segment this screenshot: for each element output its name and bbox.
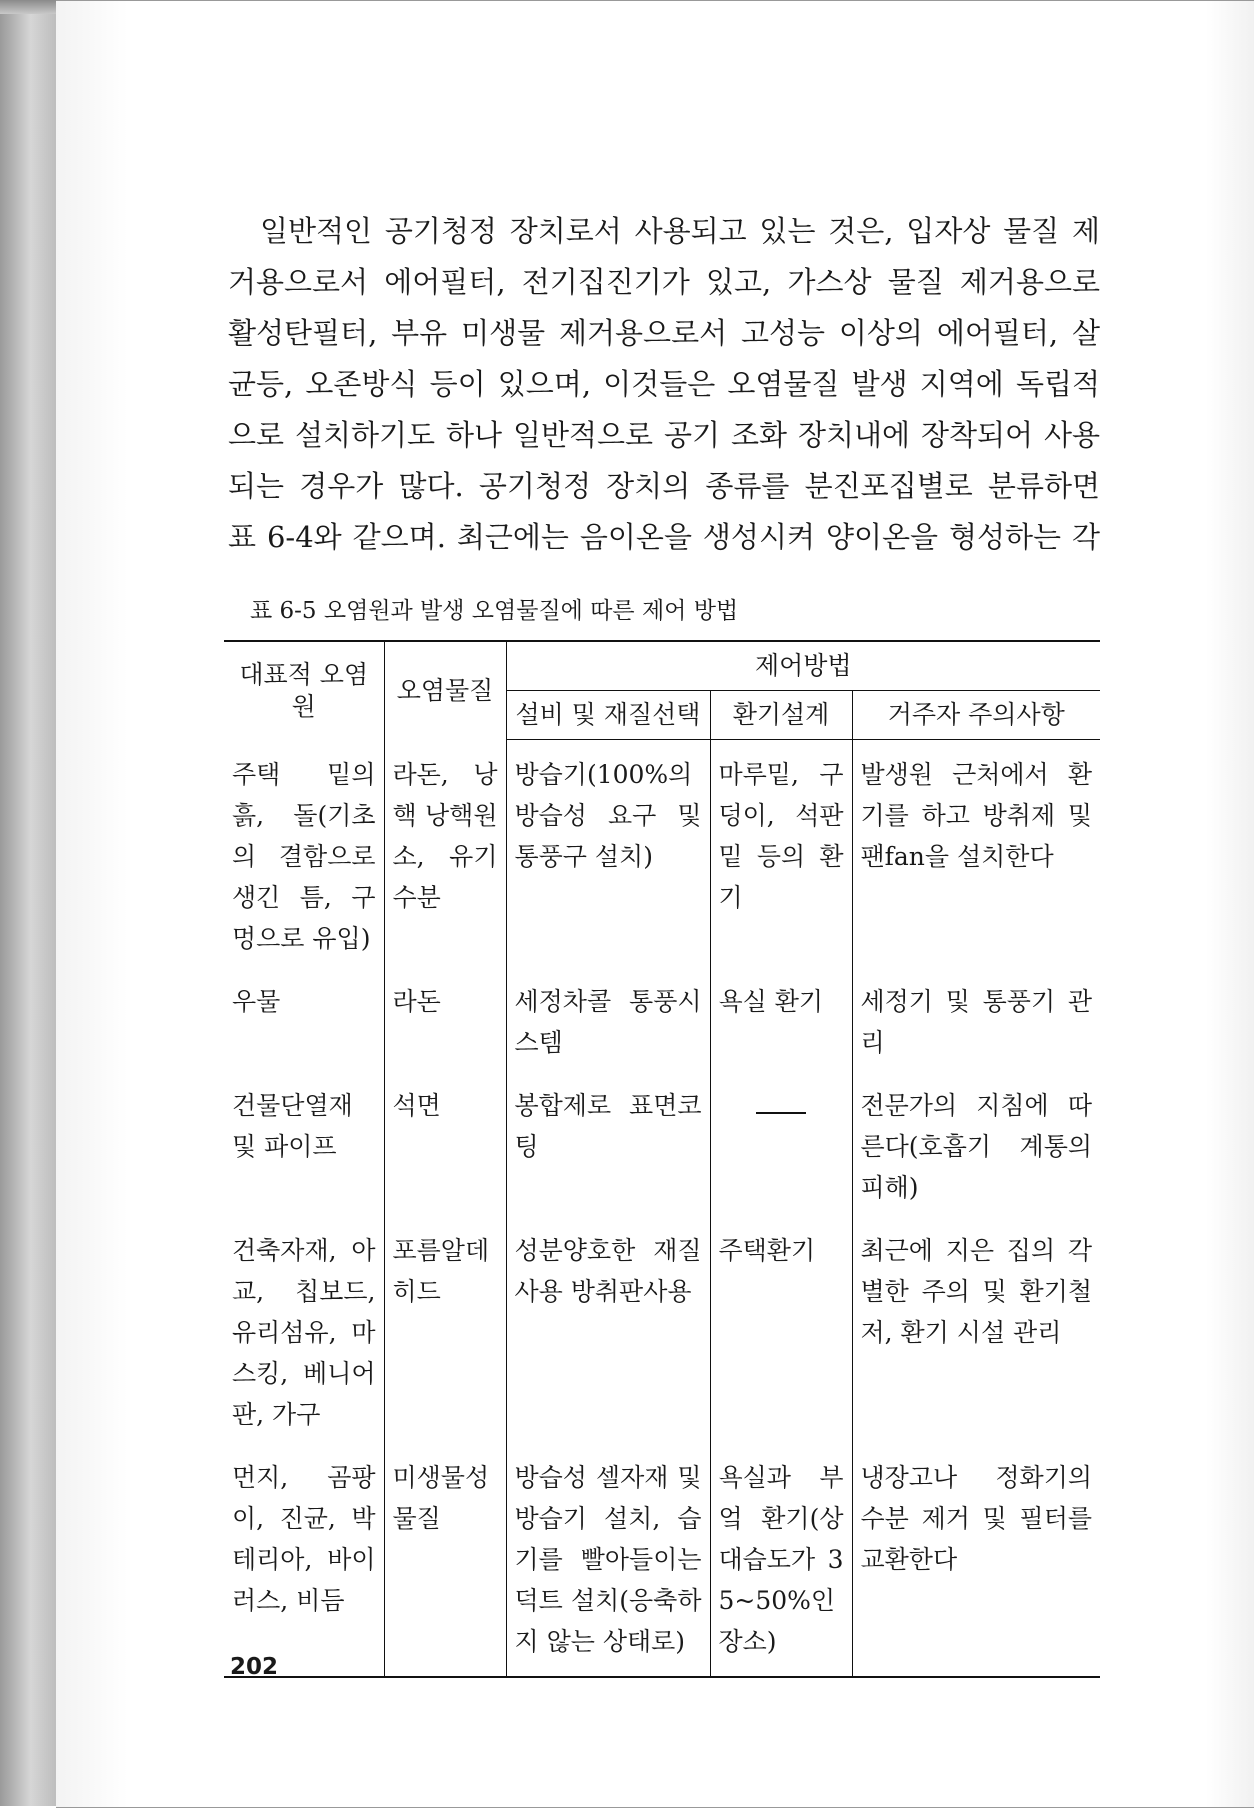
header-control-method: 제어방법 — [506, 641, 1100, 691]
cell-ventilation: 주택환기 — [710, 1216, 852, 1443]
header-source: 대표적 오염원 — [224, 641, 384, 740]
cell-source: 건물단열재 및 파이프 — [232, 1090, 353, 1161]
cell-ventilation: 욕실 환기 — [710, 967, 852, 1071]
cell-resident: 최근에 지은 집의 각별한 주의 및 환기철저, 환기 시설 관리 — [852, 1216, 1100, 1443]
cell-equipment: 세정차콜 통풍시스템 — [506, 967, 710, 1071]
cell-source: 주택 밑의 흙, 돌(기초의 결함으로 생긴 틈, 구멍으로 유입) — [232, 759, 376, 953]
cell-pollutant: 라돈, 낭핵 낭핵원소, 유기수분 — [384, 740, 506, 967]
cell-source: 건축자재, 아교, 칩보드, 유리섬유, 마스킹, 베니어판, 가구 — [232, 1235, 376, 1429]
cell-source: 먼지, 곰팡이, 진균, 박테리아, 바이러스, 비듬 — [224, 1443, 384, 1677]
header-row — [224, 641, 1100, 691]
cell-pollutant: 라돈 — [384, 967, 506, 1071]
cell-resident: 전문가의 지침에 따른다(호흡기 계통의 피해) — [852, 1071, 1100, 1216]
table-row — [224, 967, 1100, 1071]
cell-pollutant: 미생물성물질 — [384, 1443, 506, 1677]
table-row — [224, 1443, 1100, 1677]
cell-resident: 발생원 근처에서 환기를 하고 방취제 및 팬fan을 설치한다 — [852, 740, 1100, 967]
paragraph-line: 거용으로서 에어필터, 전기집진기가 있고, 가스상 물질 제거용으로 — [228, 265, 1100, 299]
paragraph-line: 균등, 오존방식 등이 있으며, 이것들은 오염물질 발생 지역에 독립적 — [228, 367, 1100, 401]
paragraph-line: 표 6-4와 같으며. 최근에는 음이온을 생성시켜 양이온을 형성하는 각 — [228, 520, 1100, 554]
cell-equipment: 봉합제로 표면코팅 — [506, 1071, 710, 1216]
cell-equipment: 방습성 셀자재 및 방습기 설치, 습기를 빨아들이는 덕트 설치(응축하지 않는 상태로) — [506, 1443, 710, 1677]
cell-pollutant: 석면 — [384, 1071, 506, 1216]
cell-resident: 세정기 및 통풍기 관리 — [852, 967, 1100, 1071]
paragraph-line: 으로 설치하기도 하나 일반적으로 공기 조화 장치내에 장착되어 사용 — [228, 418, 1100, 452]
cell-resident: 냉장고나 정화기의 수분 제거 및 필터를 교환한다 — [852, 1443, 1100, 1677]
control-method-table — [224, 640, 1100, 1678]
cell-ventilation-empty — [710, 1071, 852, 1216]
header-resident: 거주자 주의사항 — [852, 691, 1100, 740]
dash-mark — [756, 1112, 806, 1114]
book-spine — [0, 0, 57, 1806]
table-caption: 표 6-5 오염원과 발생 오염물질에 따른 제어 방법 — [250, 598, 739, 624]
header-pollutant: 오염물질 — [384, 641, 506, 740]
header-equipment: 설비 및 재질선택 — [506, 691, 710, 740]
cell-ventilation: 욕실과 부엌 환기(상대습도가 35~50%인 장소) — [710, 1443, 852, 1677]
table-row — [224, 1216, 1100, 1443]
paragraph-line: 활성탄필터, 부유 미생물 제거용으로서 고성능 이상의 에어필터, 살 — [228, 316, 1100, 350]
cell-pollutant: 포름알데히드 — [384, 1216, 506, 1443]
header-ventilation: 환기설계 — [710, 691, 852, 740]
paragraph-line: 일반적인 공기청정 장치로서 사용되고 있는 것은, 입자상 물질 제 — [260, 214, 1100, 248]
book-spine-top — [0, 0, 56, 14]
body-paragraph — [228, 206, 1100, 563]
cell-ventilation: 마루밑, 구덩이, 석판 밑 등의 환기 — [710, 740, 852, 967]
cell-source: 우물 — [232, 986, 281, 1016]
table-row — [224, 740, 1100, 967]
page-number: 202 — [230, 1654, 279, 1680]
table-row — [224, 1071, 1100, 1216]
paragraph-line: 되는 경우가 많다. 공기청정 장치의 종류를 분진포집별로 분류하면 — [228, 469, 1100, 503]
cell-equipment: 방습기(100%의 방습성 요구 및 통풍구 설치) — [506, 740, 710, 967]
cell-equipment: 성분양호한 재질사용 방취판사용 — [506, 1216, 710, 1443]
